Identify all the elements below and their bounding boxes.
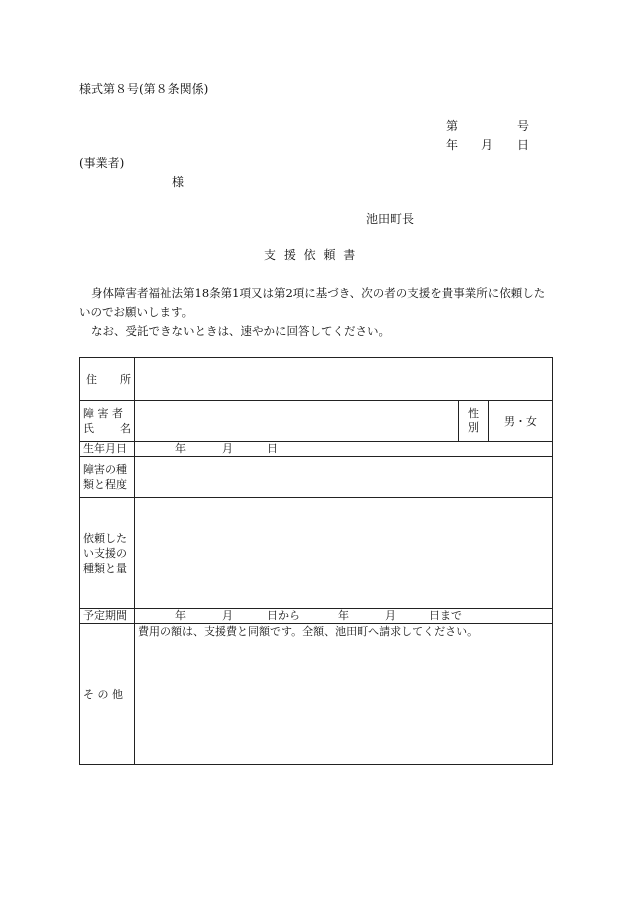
support-label-line-3: 種類と量 <box>83 561 127 575</box>
name-label <box>80 401 135 442</box>
period-row <box>80 609 553 624</box>
document-title: 支 援 依 頼 書 <box>264 248 358 262</box>
period-start-day: 日から <box>267 609 300 622</box>
other-field[interactable] <box>135 624 553 765</box>
sex-label <box>459 401 489 442</box>
period-start-year: 年 <box>175 609 186 622</box>
period-end-month: 月 <box>385 609 396 622</box>
sex-value[interactable]: 男・女 <box>489 401 553 442</box>
disability-label <box>80 457 135 498</box>
date-month: 月 <box>481 138 494 152</box>
doc-number-suffix: 号 <box>517 119 530 133</box>
address-row <box>80 358 553 401</box>
other-note: 費用の額は、支援費と同額です。全額、池田町へ請求してください。 <box>138 625 479 638</box>
body-paragraph-2: なお、受託できないときは、速やかに回答してください。 <box>91 324 390 338</box>
recipient-label: (事業者) <box>79 156 125 170</box>
date-day: 日 <box>517 138 530 152</box>
support-label <box>80 498 135 609</box>
disability-field[interactable] <box>135 457 553 498</box>
sex-label-line-1: 性 <box>468 407 479 420</box>
dob-label: 生年月日 <box>80 442 135 457</box>
sender-name: 池田町長 <box>366 212 415 226</box>
period-start-month: 月 <box>222 609 233 622</box>
form-number: 様式第８号(第８条関係) <box>79 82 209 96</box>
period-label: 予定期間 <box>80 609 135 624</box>
period-end-day: 日まで <box>429 609 462 622</box>
dob-day-label: 日 <box>267 442 278 455</box>
doc-number-prefix: 第 <box>446 119 459 133</box>
body-paragraph-1-line-1: 身体障害者福祉法第18条第1項又は第2項に基づき、次の者の支援を貴事業所に依頼した <box>91 286 546 300</box>
date-year: 年 <box>446 138 459 152</box>
address-label-char-2: 所 <box>120 372 131 386</box>
support-field[interactable] <box>135 498 553 609</box>
dob-year-label: 年 <box>175 442 186 455</box>
name-label-char-1: 氏 <box>83 422 94 435</box>
support-label-line-2: い支援の <box>83 546 127 560</box>
name-row <box>80 401 553 442</box>
period-field[interactable] <box>135 609 553 624</box>
dob-row <box>80 442 553 457</box>
address-field[interactable] <box>135 358 553 401</box>
dob-month-label: 月 <box>222 442 233 455</box>
support-request-form-table <box>79 357 553 765</box>
body-paragraph-1-line-2: いのでお願いします。 <box>79 305 194 319</box>
support-label-line-1: 依頼した <box>83 531 127 545</box>
disability-label-line-1: 障害の種 <box>83 463 127 476</box>
name-field[interactable] <box>135 401 459 442</box>
disability-row <box>80 457 553 498</box>
recipient-honorific: 様 <box>172 175 185 189</box>
sex-label-line-2: 別 <box>468 421 479 434</box>
period-end-year: 年 <box>338 609 349 622</box>
name-label-char-2: 名 <box>120 422 131 435</box>
address-label-char-1: 住 <box>86 372 97 386</box>
dob-field[interactable] <box>135 442 553 457</box>
disability-label-line-2: 類と程度 <box>83 478 127 491</box>
other-label: そ の 他 <box>80 624 135 765</box>
support-row <box>80 498 553 609</box>
address-label <box>80 358 135 401</box>
name-label-line-1: 障 害 者 <box>83 407 123 420</box>
other-row <box>80 624 553 765</box>
